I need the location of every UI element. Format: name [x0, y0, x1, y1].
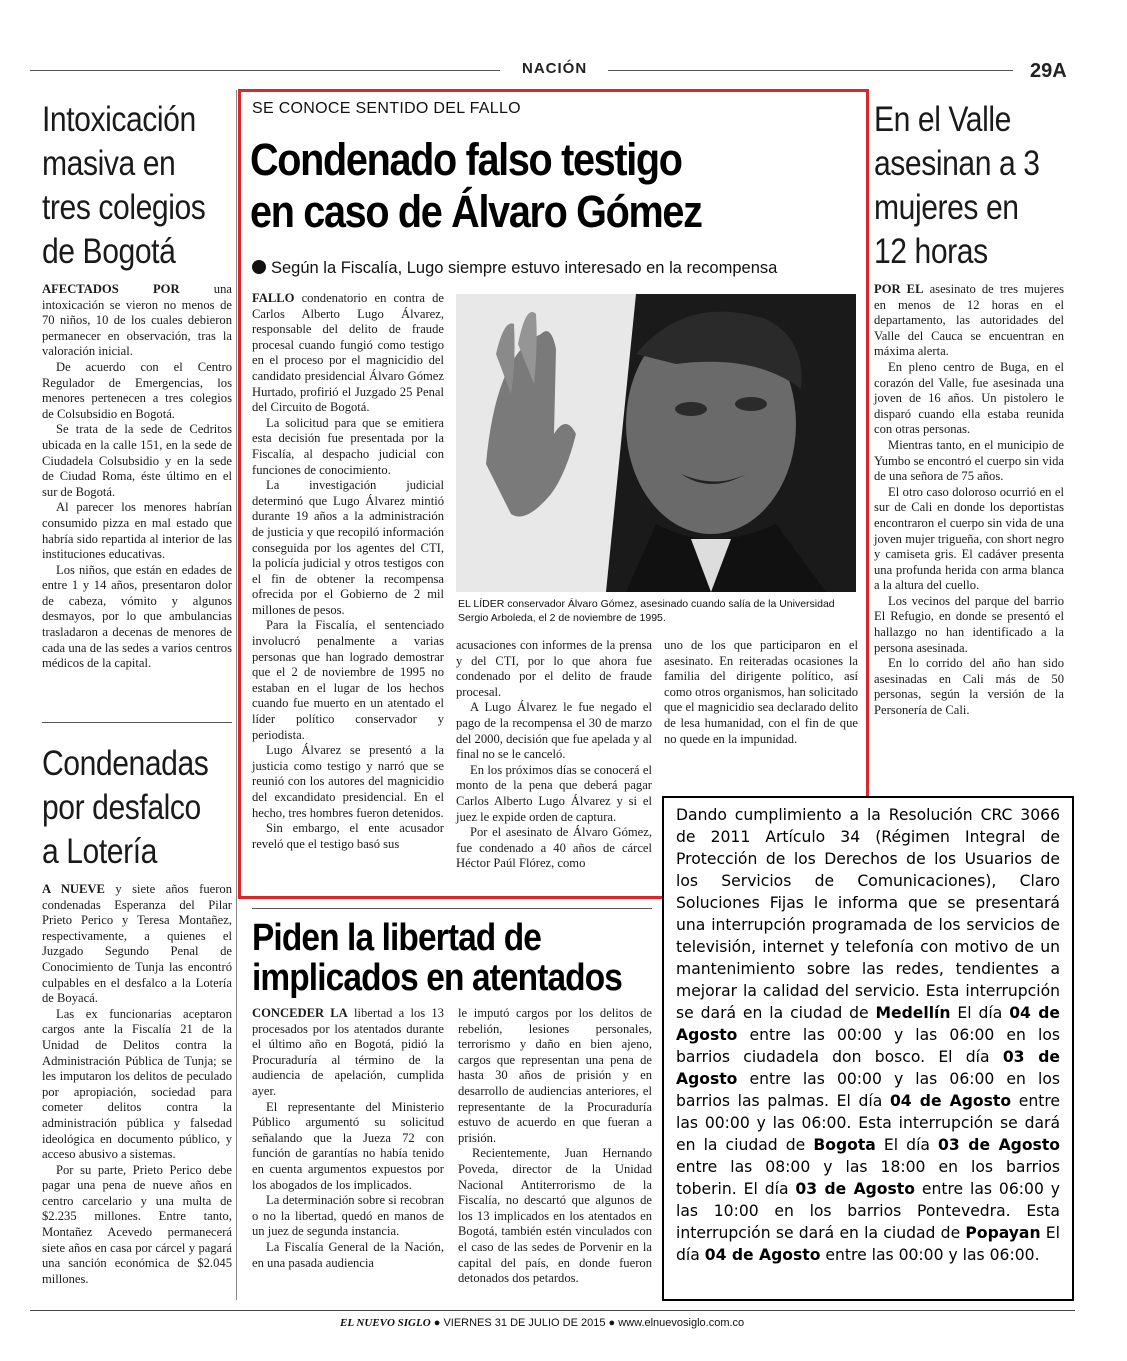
photo-caption: EL LÍDER conservador Álvaro Gómez, asesinado cuando salía de la Universidad Sergio Arboleda, el 2 de noviembre de 1995.	[458, 598, 835, 624]
header-rule-left	[30, 70, 500, 71]
main-story-col2: acusaciones con informes de la prensa y del CTI, por lo que ahora fue condenado por el delito de fraude procesal. A Lugo Álvarez le fue negado el pago de la recompensa el 30 de marzo del 2000, decisión que fue apelada y al final no se le canceló. En los próximos días se conocerá el monto de la pena que deberá pagar Carlos Alberto Lugo Álvarez y si el juez le expide orden de captura. Por el asesinato de Álvaro Gómez, fue condenado a 40 años de cárcel Héctor Paúl Flórez, como	[456, 638, 652, 871]
right-story-body: POR EL asesinato de tres mujeres en menos de 12 horas en el departamento, las autoridades del Valle del Cauca se encuentran en máxima alerta. En pleno centro de Buga, en el corazón del Valle, fue asesinada una joven de 16 años. Un pistolero le disparó cuando ella estaba reunida con otras personas. Mientras tanto, en el municipio de Yumbo se encontró el cuerpo sin vida de una señora de 75 años. El otro caso doloroso ocurrió en el sur de Cali en donde los deportistas encontraron el cuerpo sin vida de una joven mujer trigueña, con short negro y camiseta gris. El cadáver presenta una profunda herida con arma blanca a la altura del cuello. Los vecinos del parque del barrio El Refugio, en donde se presentó el hallazgo no han identificado a la persona asesinada. En lo corrido del año han sido asesinadas en Cali más de 50 personas, según la versión de la Personería de Cali.	[874, 282, 1064, 718]
footer-url[interactable]: www.elnuevosiglo.com.co	[618, 1317, 745, 1329]
footer-date: VIERNES 31 DE JULIO DE 2015	[443, 1317, 606, 1329]
footer-rule	[30, 1310, 1075, 1311]
right-story-valle	[874, 98, 1094, 274]
left-story-2-headline: Condenadas por desfalco a Lotería	[42, 744, 209, 871]
bottom-story-headline: Piden la libertad de implicados en atentados	[252, 917, 622, 999]
bottom-story-col1: CONCEDER LA libertad a los 13 procesados por los atentados durante el último año en Bogotá, pidió la Procuraduría al término de la audiencia de apelación, cumplida ayer. El representante del Ministerio Público argumentó su solicitud señalando que la Jueza 72 con función de garantías no había tenido en cuenta argumentos expuestos por los abogados de los implicados. La determinación sobre si recobran o no la libertad, quedó en manos de un juez de segunda instancia. La Fiscalía General de la Nación, en una pasada audiencia	[252, 1006, 444, 1270]
photo-illustration	[456, 294, 856, 592]
bullet-icon	[252, 260, 266, 274]
footer	[340, 1317, 744, 1329]
notice-text: Dando cumplimiento a la Resolución CRC 3066 de 2011 Artículo 34 (Régimen Integral de Protección de los Derechos de los Usuarios de los Servicios de Comunicaciones), Claro Soluciones Fijas le informa que se presentará una interrupción programada de los servicios de televisión, internet y telefonía con motivo de un mantenimiento sobre las redes, tendientes a mejorar la calidad del servicio. Esta interrupción se dará en la ciudad de Medellín El día 04 de Agosto entre las 00:00 y las 06:00 en los barrios ciudadela don bosco. El día 03 de Agosto entre las 00:00 y las 06:00 en los barrios las palmas. El día 04 de Agosto entre las 00:00 y las 06:00. Esta interrupción se dará en la ciudad de Bogota El día 03 de Agosto entre las 08:00 y las 18:00 en los barrios toberin. El día 03 de Agosto entre las 06:00 y las 10:00 en los barrios Pontevedra. Esta interrupción se dará en la ciudad de Popayan El día 04 de Agosto entre las 00:00 y las 06:00.	[676, 806, 1061, 1264]
main-story-headline: Condenado falso testigo en caso de Álvaro Gómez	[250, 134, 702, 237]
bottom-story-col2: le imputó cargos por los delitos de rebelión, lesiones personales, terrorismo y daño en bien ajeno, cargos que representan una pena de hasta 30 años de prisión y en desarrollo de audiencias anteriores, el representante de la Procuraduría estuvo de acuerdo en que fueran a prisión. Recientemente, Juan Hernando Poveda, director de la Unidad Nacional Antiterrorismo de la Fiscalía, no descartó que algunos de los 13 implicados en los atentados en Bogotá, también estén vinculados con el caso de las sedes de Porvenir en la capital del país, en donde fueron detonados dos petardos.	[458, 1006, 652, 1286]
left-story-1-body: AFECTADOS POR una intoxicación se vieron no menos de 70 niños, 10 de los cuales debieron permanecer en observación, tras la valoración inicial. De acuerdo con el Centro Regulador de Emergencias, los menores pertenecen a tres colegios de Colsubsidio en Bogotá. Se trata de la sede de Cedritos ubicada en la calle 151, en la sede de Ciudadela Colsubsidio y en la sede de Ciudad Roma, éste último en el sur de Bogotá. Al parecer los menores habrían consumido pizza en mal estado que habría sido repartida al interior de las instituciones educativas. Los niños, que están en edades de entre 1 y 14 años, presentaron dolor de cabeza, vómito y algunos desmayos, por lo que ambulancias trasladaron a decenas de menores de cada una de las sedes a varios centros médicos de la capital.	[42, 282, 232, 671]
page-number: 29A	[1030, 60, 1067, 82]
main-story-kicker: SE CONOCE SENTIDO DEL FALLO	[252, 100, 521, 117]
left-story-intoxicacion	[42, 98, 232, 274]
bottom-story-top-rule	[252, 908, 652, 909]
right-story-headline: En el Valle asesinan a 3 mujeres en 12 horas	[874, 100, 1040, 271]
column-divider-left	[236, 90, 237, 1300]
left-story-loteria	[42, 742, 232, 874]
footer-bullet-icon: ●	[433, 1317, 444, 1329]
footer-bullet-icon-2: ●	[608, 1317, 619, 1329]
left-story-separator	[42, 722, 232, 723]
photo-alvaro-gomez	[456, 294, 856, 592]
section-label: NACIÓN	[522, 60, 588, 77]
main-story-col3: uno de los que participaron en el asesinato. En reiteradas ocasiones la familia del dirigente político, así como otros organismos, han solicitado que el magnicidio sea declarado delito de lesa humanidad, con el fin de que no quede en la impunidad.	[664, 638, 858, 746]
claro-notice-box	[662, 796, 1074, 1301]
main-story-col1: FALLO condenatorio en contra de Carlos Alberto Lugo Álvarez, responsable del delito de fraude procesal cuando fungió como testigo en el proceso por el magnicidio del candidato presidencial Álvaro Gómez Hurtado, profirió el Juzgado 25 Penal del Circuito de Bogotá. La solicitud para que se emitiera esta decisión fue presentada por la Fiscalía, al despacho judicial con funciones de conocimiento. La investigación judicial determinó que Lugo Álvarez mintió durante 19 años a la administración de justicia y que recopiló información conseguida por los agentes del CTI, la policía judicial y otros testigos con el fin de obtener la recompensa ofrecida por el Gobierno de 2 mil millones de pesos. Para la Fiscalía, el sentenciado involucró penalmente a varias personas que han logrado demostrar que el 2 de noviembre de 1995 no estaban en el lugar de los hechos cuando fue muerto en un atentado el líder político conservador y periodista. Lugo Álvarez se presentó a la justicia como testigo y narró que se reunió con los autores del magnicidio del excandidato presidencial. En el hecho, tres hombres fueron detenidos. Sin embargo, el ente acusador reveló que el testigo basó sus	[252, 291, 444, 851]
header-rule-right	[608, 70, 1013, 71]
left-story-2-body: A NUEVE y siete años fueron condenadas Esperanza del Pilar Prieto Perico y Teresa Montañez, respectivamente, a quienes el Juzgado Segundo Penal de Conocimiento de Tunja las encontró culpables en el desfalco a la Lotería de Boyacá. Las ex funcionarias aceptaron cargos ante la Fiscalía 21 de la Unidad de Delitos contra la Administración Pública de Tunja; se les imputaron los delitos de peculado por apropiación, sociedad para cometer delitos contra la administración pública y falsedad ideológica en documento público, y acceso abusivo a sistemas. Por su parte, Prieto Perico debe pagar una pena de nueve años en centro carcelario y una multa de $2.235 millones. Entre tanto, Montañez Acevedo permanecerá siete años en casa por cárcel y pagará una sanción económica de $2.045 millones.	[42, 882, 232, 1286]
left-story-1-headline: Intoxicación masiva en tres colegios de Bogotá	[42, 100, 206, 271]
main-story-subhead: Según la Fiscalía, Lugo siempre estuvo interesado en la recompensa	[252, 259, 777, 278]
footer-masthead: EL NUEVO SIGLO	[340, 1317, 431, 1329]
